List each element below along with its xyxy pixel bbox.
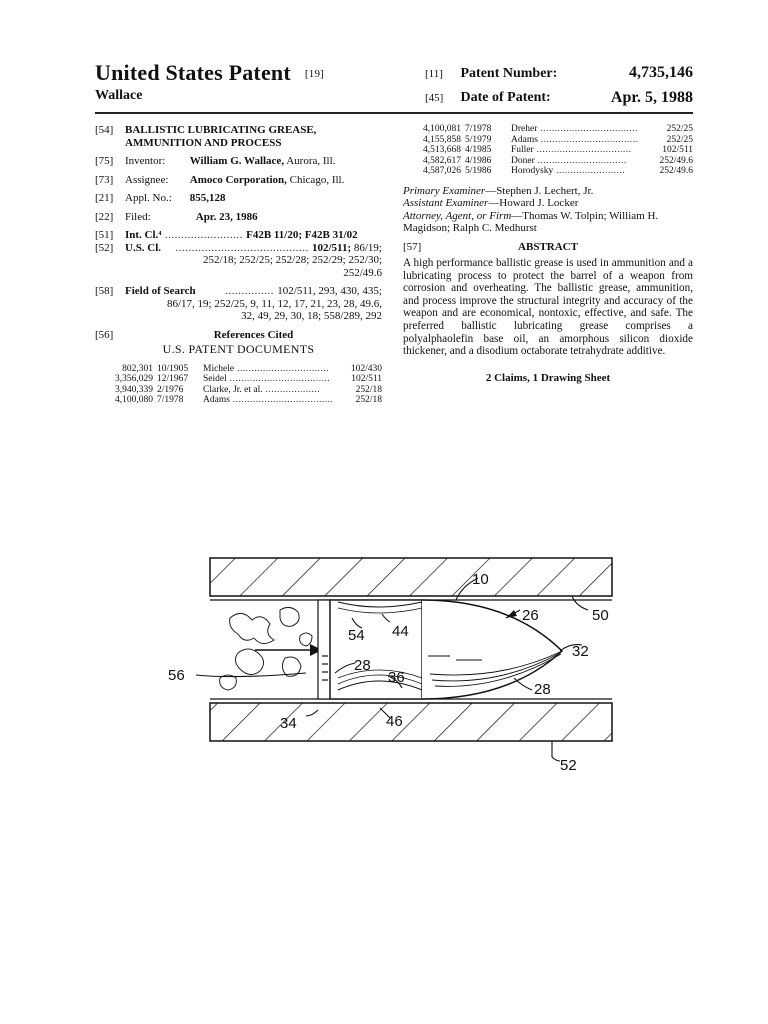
reference-row [95, 395, 382, 406]
ref-label-50: 50 [592, 607, 609, 624]
field-code: [52] [95, 241, 114, 254]
ref-label-34: 34 [280, 715, 297, 732]
title-text: United States Patent [95, 60, 291, 85]
bibliographic-column [95, 124, 382, 406]
ref-label-46: 46 [386, 713, 403, 730]
arrowhead-26 [506, 610, 517, 618]
reference-row [403, 145, 693, 156]
field-label: Inventor: [125, 155, 166, 167]
field-code: [56] [95, 328, 114, 341]
assistant-examiner-name: —Howard J. Locker [488, 197, 579, 209]
field-code: [73] [95, 173, 114, 186]
ref-date: 5/1979 [465, 134, 492, 145]
assistant-examiner-label: Assistant Examiner [403, 197, 489, 209]
ref-date: 4/1985 [465, 145, 492, 155]
ref-label-10: 10 [472, 571, 489, 588]
field-search [95, 285, 382, 323]
field-code: [21] [95, 192, 114, 204]
ref-inventor: Fuller [511, 145, 534, 155]
ref-date: 5/1986 [465, 166, 492, 176]
leader-dots: .................................. [537, 134, 639, 145]
leader-dots: ........................ [161, 229, 247, 241]
ref-date: 10/1905 [157, 363, 189, 374]
attorney-name: —Thomas W. Tolpin; William H. Magidson; Ralph C. Medhurst [403, 209, 659, 234]
leader-dots: ............................... [534, 155, 627, 166]
int-cl-value: F42B 11/20; F42B 31/02 [246, 229, 358, 241]
patent-number: 4,735,146 [629, 64, 693, 81]
us-cl-rest: 86/19; [351, 241, 382, 254]
ref-label-36: 36 [388, 669, 405, 686]
references-table-right [403, 124, 693, 177]
patent-date-row [425, 90, 693, 106]
ref-inventor-cell [511, 135, 653, 146]
search-line1: 102/511, 293, 430, 435; [277, 285, 382, 297]
ref-number: 3,940,339 [115, 384, 153, 395]
ref-class: 252/18 [355, 395, 382, 405]
invention-title-line1: BALLISTIC LUBRICATING GREASE, [125, 124, 317, 136]
field-int-cl [95, 229, 382, 242]
ref-inventor: Dreher [511, 124, 538, 134]
header-divider [95, 112, 693, 114]
field-assignee [95, 174, 382, 187]
field-code: [54] [95, 124, 114, 136]
ref-inventor: Doner [511, 155, 535, 166]
leader-dots: ......................................... [175, 241, 312, 254]
ref-date: 7/1978 [157, 395, 184, 405]
patent-date: Apr. 5, 1988 [610, 89, 693, 106]
projectile-base [318, 600, 330, 699]
invention-title-line2: AMMUNITION AND PROCESS [125, 136, 282, 149]
ref-label-28-nose: 28 [534, 681, 551, 698]
ref-inventor: Michele [203, 363, 235, 374]
inventor-place: Aurora, Ill. [284, 155, 336, 167]
ref-inventor: Adams [511, 134, 538, 145]
barrel-wall-lower [210, 703, 612, 741]
field-inventor [95, 155, 382, 168]
propellant-gas [220, 607, 312, 690]
ref-inventor-cell [203, 374, 342, 385]
search-line2: 86/17, 19; 252/25, 9, 11, 12, 17, 21, 23, 28, 49.6, [166, 297, 382, 310]
field-code: [75] [95, 155, 114, 167]
inventor-name: William G. Wallace, [189, 155, 285, 167]
ref-inventor: Seidel [203, 374, 227, 384]
patent-number-label: Patent Number: [460, 66, 558, 81]
claims-summary: 2 Claims, 1 Drawing Sheet [485, 371, 611, 384]
appl-number: 855,128 [189, 192, 226, 204]
ref-date: 4/1986 [465, 155, 492, 166]
leader-dots: ................................. [533, 145, 632, 155]
ref-label-26: 26 [522, 607, 539, 624]
field-appl-no [95, 192, 382, 205]
ref-class: 252/25 [666, 124, 693, 134]
patent-drawing [160, 548, 630, 778]
field-label: Field of Search [125, 285, 196, 297]
ref-label-52: 52 [560, 757, 577, 774]
patent-title [95, 60, 324, 86]
ref-date: 12/1967 [157, 374, 189, 384]
patent-number-code: [11] [425, 68, 443, 80]
ref-number: 4,155,858 [423, 134, 461, 145]
reference-row [403, 124, 693, 135]
ref-inventor-cell [203, 385, 342, 396]
us-cl-line2: 252/18; 252/25; 252/28; 252/29; 252/30; [202, 254, 382, 266]
field-label: Assignee: [125, 173, 169, 186]
ref-number: 4,587,026 [423, 166, 461, 176]
field-label: U.S. Cl. [125, 241, 162, 254]
ref-class: 252/49.6 [659, 155, 693, 166]
projectile-body [330, 600, 422, 699]
ref-inventor-cell [511, 145, 653, 156]
references-table-left [95, 364, 382, 406]
abstract-column [403, 124, 693, 384]
ref-class: 102/511 [351, 374, 382, 384]
reference-row [403, 135, 693, 146]
search-line3: 32, 49, 29, 30, 18; 558/289, 292 [241, 310, 382, 322]
references-subtitle: U.S. PATENT DOCUMENTS [162, 342, 315, 356]
assignee-name: Amoco Corporation, [189, 173, 287, 186]
leader-dots: ................................... [226, 374, 331, 384]
references-title: References Cited [213, 328, 294, 341]
us-cl-main: 102/511; [312, 241, 352, 254]
ref-date: 7/1978 [465, 124, 492, 134]
reference-row [403, 156, 693, 167]
abstract-text: A high performance ballistic grease is used in ammunition and a lubricating process to protect the barrel of a weapon from corrosion and overheating. The ballistic grease, ammunition, and process improve the structural integrity and accuracy of the weapon and are economical, nontoxic, effective, and safe. The preferred ballistic lubricating grease comprises a polyalphaolefin base oil, an amorphous silicon dioxide thickener, and a disodium octaborate tetrahydrate additive. [403, 257, 693, 358]
field-title [95, 124, 382, 149]
us-cl-line3: 252/49.6 [343, 266, 382, 279]
field-code: [22] [95, 210, 114, 223]
leader-dots: ................................... [229, 395, 334, 405]
patent-number-row [425, 66, 693, 82]
abstract-code: [57] [403, 240, 422, 253]
ref-number: 3,356,029 [115, 374, 153, 384]
leader-dots: ................... [262, 384, 321, 395]
field-references [95, 329, 382, 342]
field-code: [58] [95, 285, 114, 297]
ref-class: 102/511 [662, 145, 693, 155]
field-us-cl [95, 242, 382, 280]
reference-row [403, 166, 693, 177]
field-filed [95, 211, 382, 224]
ref-label-56: 56 [168, 667, 185, 684]
reference-row [95, 385, 382, 396]
patent-date-label: Date of Patent: [460, 90, 551, 105]
ref-inventor: Adams [203, 395, 230, 405]
leader-dots: .................................. [537, 124, 638, 134]
ref-inventor-cell [203, 364, 342, 375]
ref-class: 102/430 [350, 363, 382, 374]
ref-inventor-cell [511, 156, 653, 167]
ref-inventor-cell [511, 166, 653, 177]
ref-label-44: 44 [392, 623, 409, 640]
ref-class: 252/49.6 [659, 166, 693, 176]
ref-class: 252/18 [355, 384, 382, 395]
leader-dots: ........................ [553, 166, 626, 176]
examiners [403, 185, 693, 235]
ref-inventor: Horodysky [511, 166, 554, 176]
field-code: [51] [95, 229, 114, 241]
abstract-title: ABSTRACT [518, 240, 578, 253]
field-label: Appl. No.: [125, 192, 172, 204]
ref-number: 4,100,080 [115, 395, 153, 405]
ref-inventor-cell [511, 124, 653, 135]
ref-number: 802,301 [122, 363, 153, 374]
filed-date: Apr. 23, 1986 [195, 210, 258, 223]
ref-number: 4,100,081 [423, 124, 461, 134]
reference-row [95, 374, 382, 385]
title-code: [19] [304, 68, 325, 80]
ref-inventor: Clarke, Jr. et al. [203, 384, 263, 395]
field-label: Filed: [125, 210, 151, 223]
ref-number: 4,582,617 [423, 155, 461, 166]
ref-label-54: 54 [348, 627, 365, 644]
barrel-wall-upper [210, 558, 612, 596]
ref-date: 2/1976 [157, 384, 184, 395]
primary-examiner-name: —Stephen J. Lechert, Jr. [485, 184, 594, 197]
ref-inventor-cell [203, 395, 342, 406]
abstract-header [403, 241, 693, 254]
inventor-surname: Wallace [95, 88, 143, 103]
ref-label-32: 32 [572, 643, 589, 660]
ref-class: 252/25 [666, 134, 693, 145]
field-label: Int. Cl.⁴ [125, 229, 162, 241]
leader-dots: ................................ [234, 363, 330, 374]
primary-examiner-label: Primary Examiner [403, 184, 486, 197]
reference-row [95, 364, 382, 375]
ref-number: 4,513,668 [423, 145, 461, 155]
patent-date-code: [45] [425, 92, 444, 104]
leader-dots: ............... [225, 285, 278, 297]
ref-label-28-base: 28 [354, 657, 371, 674]
assignee-place: Chicago, Ill. [286, 173, 345, 186]
attorney-label: Attorney, Agent, or Firm [403, 209, 512, 222]
